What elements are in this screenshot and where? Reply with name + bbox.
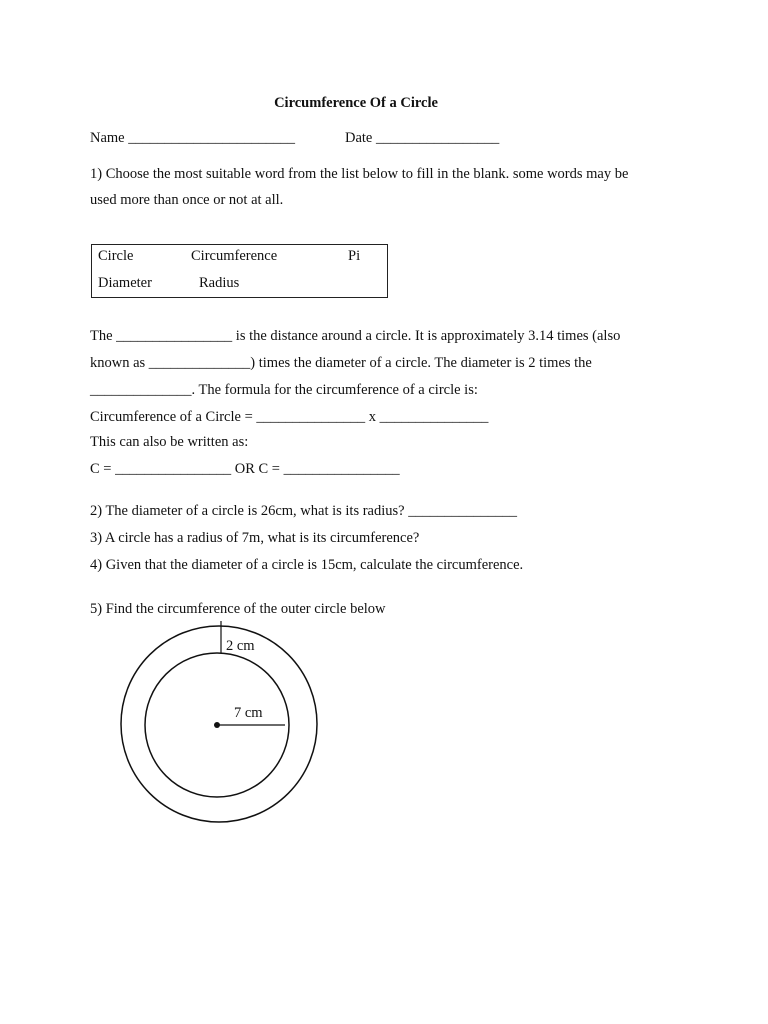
center-point [214,722,220,728]
word-bank-item: Pi [348,248,361,264]
radius-label: 7 cm [234,705,263,721]
page-title-text: Circumference Of a Circle [274,95,438,111]
question-3: 3) A circle has a radius of 7m, what is its circumference? [90,530,420,546]
paragraph-line-5: This can also be written as: [90,434,249,450]
question-1-line-1: 1) Choose the most suitable word from the list below to fill in the blank. some words may be [90,166,629,182]
name-field-label: Name _______________________ [90,130,295,146]
paragraph-line-2: known as ______________) times the diameter of a circle. The diameter is 2 times the [90,355,592,371]
gap-label: 2 cm [226,638,255,654]
paragraph-line-4: Circumference of a Circle = _______________ x _______________ [90,409,489,425]
date-field-label: Date _________________ [345,130,500,146]
question-5: 5) Find the circumference of the outer circle below [90,601,386,617]
paragraph-line-3: ______________. The formula for the circumference of a circle is: [90,382,478,398]
word-bank-item: Radius [199,275,240,291]
question-4: 4) Given that the diameter of a circle is 15cm, calculate the circumference. [90,557,524,573]
question-1-line-2: used more than once or not at all. [90,192,284,208]
question-2: 2) The diameter of a circle is 26cm, what is its radius? _______________ [90,503,517,519]
word-bank-item: Circumference [191,248,278,264]
word-bank-item: Diameter [98,275,152,291]
paragraph-line-6: C = ________________ OR C = ________________ [90,461,400,477]
word-bank-item: Circle [98,248,134,264]
paragraph-line-1: The ________________ is the distance around a circle. It is approximately 3.14 times (also [90,328,621,344]
